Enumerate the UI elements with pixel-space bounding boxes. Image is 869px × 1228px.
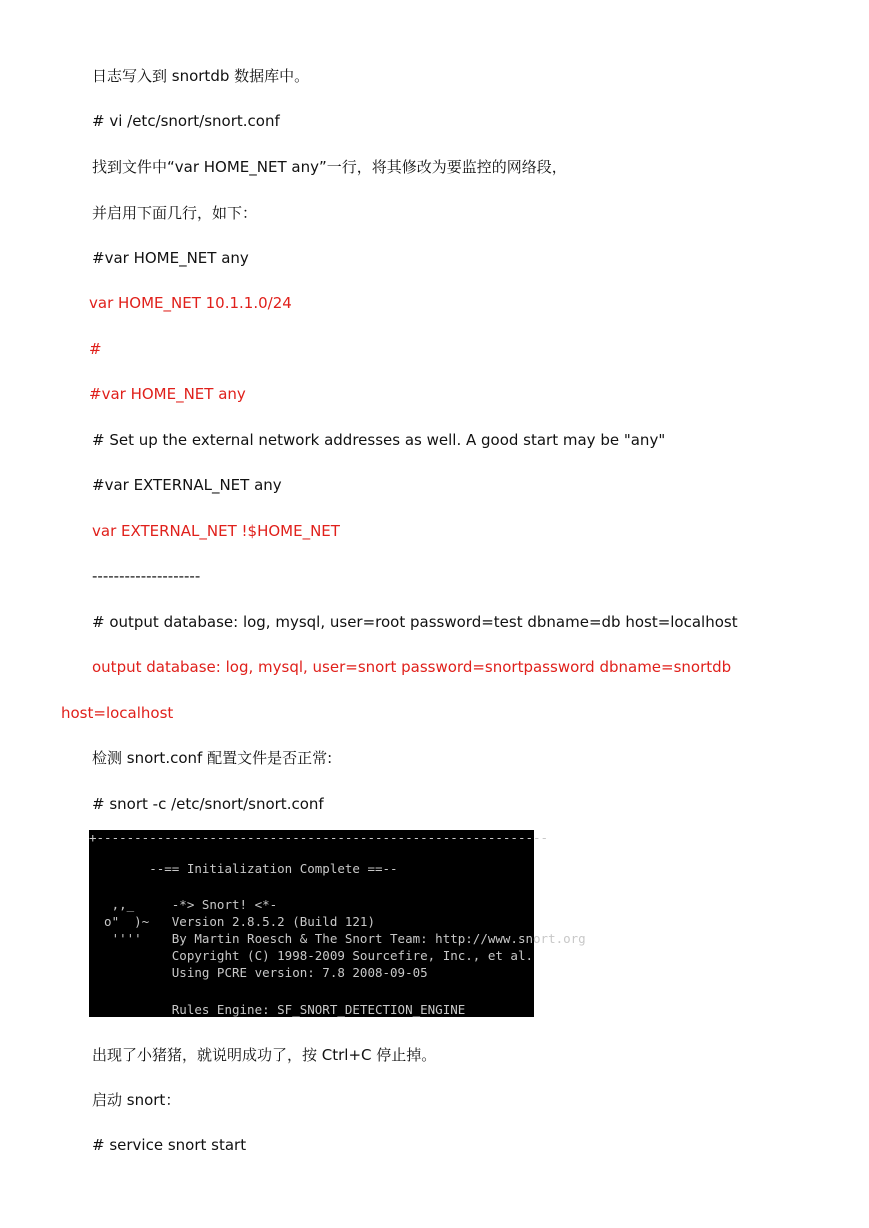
- para-check-conf: 检测 snort.conf 配置文件是否正常:: [92, 749, 333, 767]
- code-output-db-comment: # output database: log, mysql, user=root password=test dbname=db host=localhost: [92, 613, 738, 631]
- para-find-home-net: 找到文件中“var HOME_NET any”一行，将其修改为要监控的网络段，: [92, 158, 567, 176]
- code-var-home-net-subnet: var HOME_NET 10.1.1.0/24: [89, 294, 292, 312]
- terminal-line: Using PCRE version: 7.8 2008-09-05: [89, 965, 428, 980]
- cmd-snort-c: # snort -c /etc/snort/snort.conf: [92, 795, 324, 813]
- terminal-line: o" )~ Version 2.8.5.2 (Build 121): [89, 914, 375, 929]
- terminal-line: ,,_ -*> Snort! <*-: [89, 897, 278, 912]
- para-pig-success: 出现了小猪猪，就说明成功了，按 Ctrl+C 停止掉。: [92, 1046, 437, 1064]
- code-var-external-net: var EXTERNAL_NET !$HOME_NET: [92, 522, 340, 540]
- code-commented-home-net: #var HOME_NET any: [89, 385, 246, 403]
- cmd-service-snort-start: # service snort start: [92, 1136, 247, 1154]
- para-log-to-db: 日志写入到 snortdb 数据库中。: [92, 67, 310, 85]
- cmd-vi-snort-conf: # vi /etc/snort/snort.conf: [92, 112, 280, 130]
- terminal-line: Copyright (C) 1998-2009 Sourcefire, Inc., et al.: [89, 948, 534, 963]
- para-enable-lines: 并启用下面几行，如下：: [92, 204, 258, 222]
- terminal-line: +------------------------------------------------------------: [89, 830, 549, 845]
- terminal-line: --== Initialization Complete ==--: [89, 861, 398, 876]
- terminal-line: Rules Engine: SF_SNORT_DETECTION_ENGINE: [89, 1002, 466, 1017]
- terminal-line: '''' By Martin Roesch & The Snort Team: http://www.snort.org: [89, 931, 586, 946]
- code-output-db-host: host=localhost: [61, 704, 174, 722]
- para-start-snort: 启动 snort：: [92, 1091, 181, 1109]
- terminal-screenshot: [89, 830, 586, 1017]
- code-var-home-net-any: #var HOME_NET any: [92, 249, 249, 267]
- code-output-db: output database: log, mysql, user=snort password=snortpassword dbname=snortdb: [92, 658, 732, 676]
- code-hash: #: [89, 340, 102, 358]
- divider-dashes: --------------------: [92, 567, 201, 585]
- code-comment-external: # Set up the external network addresses as well. A good start may be "any": [92, 431, 666, 449]
- code-var-external-net-any: #var EXTERNAL_NET any: [92, 476, 282, 494]
